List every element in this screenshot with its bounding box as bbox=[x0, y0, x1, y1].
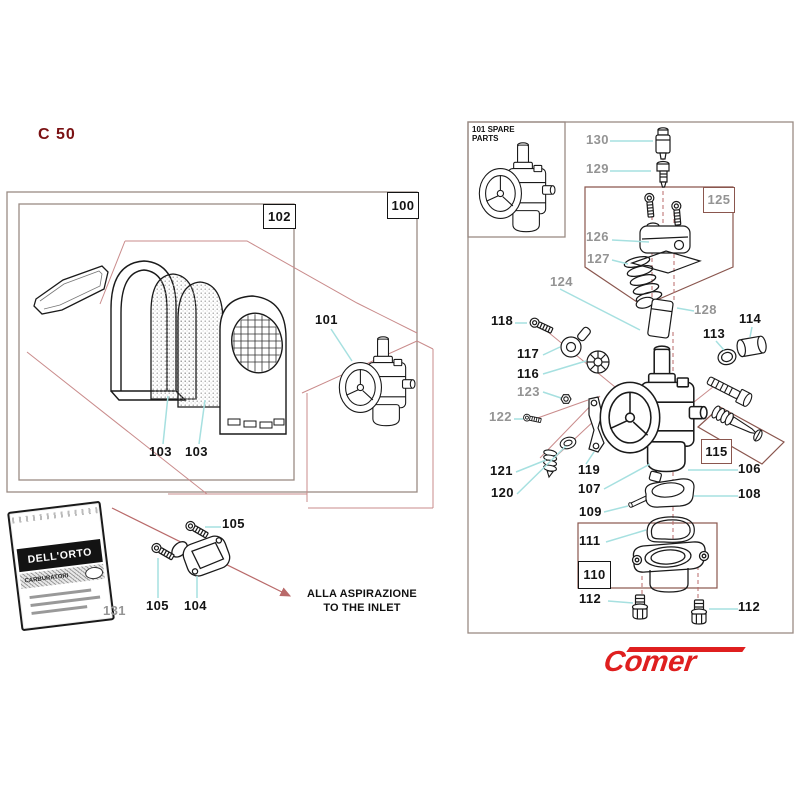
callout-124: 124 bbox=[550, 274, 573, 289]
package-brand: DELL'ORTO bbox=[17, 539, 103, 572]
carburetor-drawing bbox=[339, 337, 415, 426]
callout-105: 105 bbox=[146, 598, 169, 613]
screw-drawing bbox=[671, 201, 682, 225]
bolt-129-drawing bbox=[657, 162, 669, 188]
callout-113: 113 bbox=[703, 326, 726, 341]
mini-carburetor-drawing bbox=[479, 143, 555, 232]
ribbed-disc-116-drawing bbox=[587, 351, 609, 373]
screw-drawing bbox=[523, 414, 542, 424]
spare-parts-header-line2: PARTS bbox=[472, 134, 499, 143]
package-subtitle: CARBURATORI bbox=[20, 564, 105, 589]
callout-110: 110 bbox=[578, 561, 611, 589]
model-code: C 50 bbox=[38, 126, 76, 143]
nut-123-drawing bbox=[561, 395, 571, 404]
callout-100: 100 bbox=[387, 192, 419, 219]
filter-housing-drawing bbox=[220, 296, 288, 434]
callout-108: 108 bbox=[738, 486, 761, 501]
callout-116: 116 bbox=[517, 366, 540, 381]
callout-103: 103 bbox=[149, 444, 172, 459]
screw-drawing bbox=[644, 193, 655, 217]
inlet-note-line2: TO THE INLET bbox=[323, 602, 401, 614]
idle-screw-kit-115-drawing bbox=[710, 405, 764, 443]
callout-117: 117 bbox=[517, 346, 540, 361]
cable-guide-117-drawing bbox=[561, 326, 592, 357]
bowl-screw-drawing bbox=[692, 600, 707, 624]
callout-102: 102 bbox=[263, 204, 296, 229]
bowl-screw-drawing bbox=[633, 595, 648, 619]
package-text-line bbox=[31, 605, 87, 615]
spare-parts-header-line1: 101 SPARE bbox=[472, 125, 515, 134]
needle-jet-130-drawing bbox=[656, 128, 670, 159]
pin-109-drawing bbox=[628, 496, 647, 508]
spring-screw-121-drawing bbox=[540, 449, 560, 478]
callout-112: 112 bbox=[738, 599, 761, 614]
callout-121: 121 bbox=[490, 463, 513, 478]
dellorto-parts-bag bbox=[7, 501, 115, 632]
callout-112: 112 bbox=[579, 591, 602, 606]
callout-106: 106 bbox=[738, 461, 761, 476]
inlet-note-line1: ALLA ASPIRAZIONE bbox=[307, 588, 417, 600]
foam-filter-drawing bbox=[178, 282, 223, 407]
main-carburetor-drawing bbox=[600, 346, 707, 471]
gasket-111-drawing bbox=[647, 517, 694, 542]
washer-120-drawing bbox=[559, 435, 578, 450]
callout-119: 119 bbox=[578, 462, 601, 477]
callout-128: 128 bbox=[694, 302, 717, 317]
callout-118: 118 bbox=[491, 313, 514, 328]
screw-drawing bbox=[529, 317, 554, 335]
bag-crimp bbox=[12, 507, 98, 523]
oring-113-drawing bbox=[716, 347, 737, 366]
long-bolt-drawing bbox=[705, 374, 753, 408]
callout-115: 115 bbox=[701, 439, 732, 464]
callout-105: 105 bbox=[222, 516, 245, 531]
callout-125: 125 bbox=[703, 187, 735, 213]
callout-101: 101 bbox=[315, 312, 338, 327]
wire-bracket-drawing bbox=[34, 266, 108, 314]
callout-127: 127 bbox=[587, 251, 610, 266]
callout-122: 122 bbox=[489, 409, 512, 424]
callout-131: 131 bbox=[103, 603, 126, 618]
callout-109: 109 bbox=[579, 504, 602, 519]
bushing-114-drawing bbox=[736, 336, 768, 358]
callout-130: 130 bbox=[586, 132, 609, 147]
callout-111: 111 bbox=[579, 533, 601, 548]
callout-126: 126 bbox=[586, 229, 609, 244]
comer-logo bbox=[601, 646, 764, 682]
screw-drawing bbox=[184, 520, 209, 540]
comer-logo-text: Comer bbox=[601, 646, 699, 678]
callout-114: 114 bbox=[739, 311, 762, 326]
callout-129: 129 bbox=[586, 161, 609, 176]
callout-123: 123 bbox=[517, 384, 540, 399]
float-bowl-110-drawing bbox=[633, 542, 709, 592]
callout-103: 103 bbox=[185, 444, 208, 459]
callout-104: 104 bbox=[184, 598, 207, 613]
callout-107: 107 bbox=[578, 481, 601, 496]
float-108-drawing bbox=[645, 471, 694, 507]
callout-120: 120 bbox=[491, 485, 514, 500]
